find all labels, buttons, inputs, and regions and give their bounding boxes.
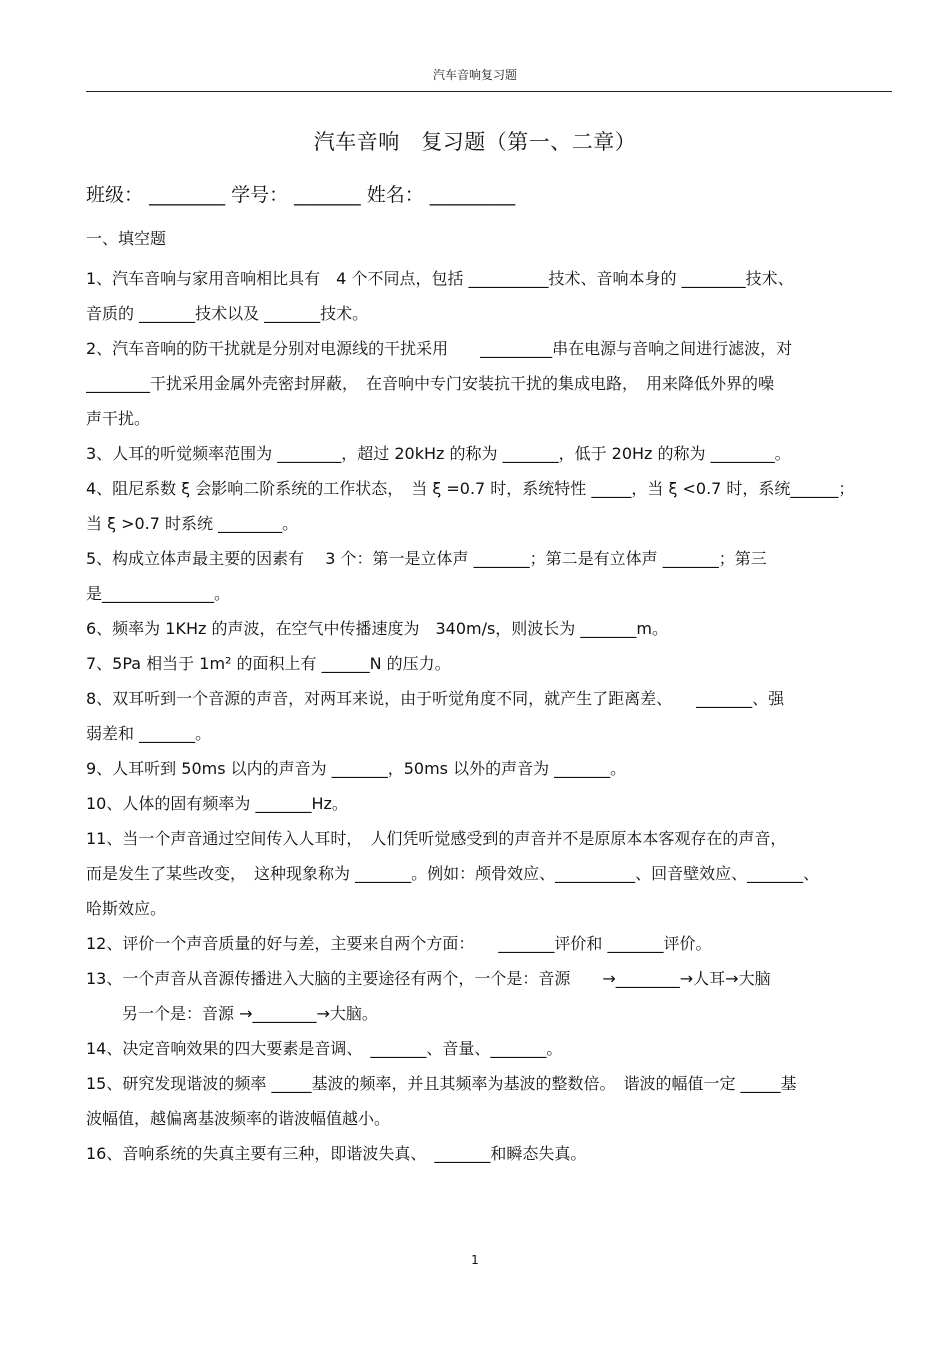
question-item [86,646,892,681]
question-line: 1、汽车音响与家用音响相比具有 4 个不同点，包括 __________技术、音响本身的 ________技术、 [86,269,794,288]
question-line: 16、音响系统的失真主要有三种，即谐波失真、 _______和瞬态失真。 [86,1144,587,1163]
question-line: 6、频率为 1KHz 的声波，在空气中传播速度为 340m/s，则波长为 _______m。 [86,619,668,638]
document-title: 汽车音响 复习题（第一、二章） [313,130,637,154]
page-number: 1 [471,1253,479,1267]
question-line: 11、当一个声音通过空间传入人耳时， 人们凭听觉感受到的声音并不是原原本本客观存在的声音， [86,829,787,848]
question-item [86,261,892,331]
question-line: 8、双耳听到一个音源的声音，对两耳来说，由于听觉角度不同，就产生了距离差、 _______、强 [86,689,785,708]
question-item [86,471,892,541]
name-label: 姓名： [366,184,424,206]
question-line: 3、人耳的听觉频率范围为 ________，超过 20kHz 的称为 _______，低于 20Hz 的称为 ________。 [86,444,791,463]
question-item [86,1136,892,1171]
question-item [86,1031,892,1066]
question-line: 另一个是：音源 →________→大脑。 [122,1004,378,1023]
question-item [86,1066,892,1136]
question-line: 5、构成立体声最主要的因素有 3 个：第一是立体声 _______；第二是有立体声 _______；第三 [86,549,767,568]
question-item [86,961,892,1031]
class-blank: ________ [149,184,226,206]
question-line: 15、研究发现谐波的频率 _____基波的频率，并且其频率为基波的整数倍。 谐波的幅值一定 _____基 [86,1074,797,1093]
question-line: 而是发生了某些改变， 这种现象称为 _______。例如：颅骨效应、__________、回音壁效应、_______、 [86,864,820,883]
question-line: 音质的 _______技术以及 _______技术。 [86,304,369,323]
question-line: ________干扰采用金属外壳密封屏蔽， 在音响中专门安装抗干扰的集成电路， 用来降低外界的噪 [86,374,775,393]
question-item [86,611,892,646]
header-divider [86,91,892,92]
question-list [86,261,892,1171]
question-item [86,436,892,471]
student-id-label: 学号： [231,184,289,206]
question-item [86,926,892,961]
question-item [86,751,892,786]
student-id-blank: _______ [294,184,361,206]
question-content [86,226,892,1171]
question-line: 2、汽车音响的防干扰就是分别对电源线的干扰采用 _________串在电源与音响之间进行滤波，对 [86,339,793,358]
question-line: 14、决定音响效果的四大要素是音调、 _______、音量、_______。 [86,1039,563,1058]
question-line: 7、5Pa 相当于 1m² 的面积上有 ______N 的压力。 [86,654,451,673]
question-line: 10、人体的固有频率为 _______Hz。 [86,794,348,813]
running-header: 汽车音响复习题 [432,68,517,82]
section-heading: 一、填空题 [86,229,167,248]
name-blank: _________ [429,184,516,206]
question-item [86,821,892,926]
question-line: 当 ξ >0.7 时系统 ________。 [86,514,299,533]
student-info-line [86,180,515,207]
question-line: 弱差和 _______。 [86,724,212,743]
question-line: 哈斯效应。 [86,899,167,918]
question-line: 12、评价一个声音质量的好与差，主要来自两个方面： _______评价和 _______评价。 [86,934,712,953]
question-item [86,541,892,611]
class-label: 班级： [86,184,144,206]
question-line: 声干扰。 [86,409,151,428]
question-line: 9、人耳听到 50ms 以内的声音为 _______，50ms 以外的声音为 _______。 [86,759,627,778]
question-item [86,681,892,751]
question-line: 是______________。 [86,584,231,603]
question-item [86,331,892,436]
question-item [86,786,892,821]
question-line: 波幅值，越偏离基波频率的谐波幅值越小。 [86,1109,391,1128]
question-line: 13、一个声音从音源传播进入大脑的主要途径有两个，一个是：音源 →________→人耳→大脑 [86,969,771,988]
question-line: 4、阻尼系数 ξ 会影响二阶系统的工作状态， 当 ξ =0.7 时，系统特性 _____，当 ξ <0.7 时，系统______； [86,479,855,498]
